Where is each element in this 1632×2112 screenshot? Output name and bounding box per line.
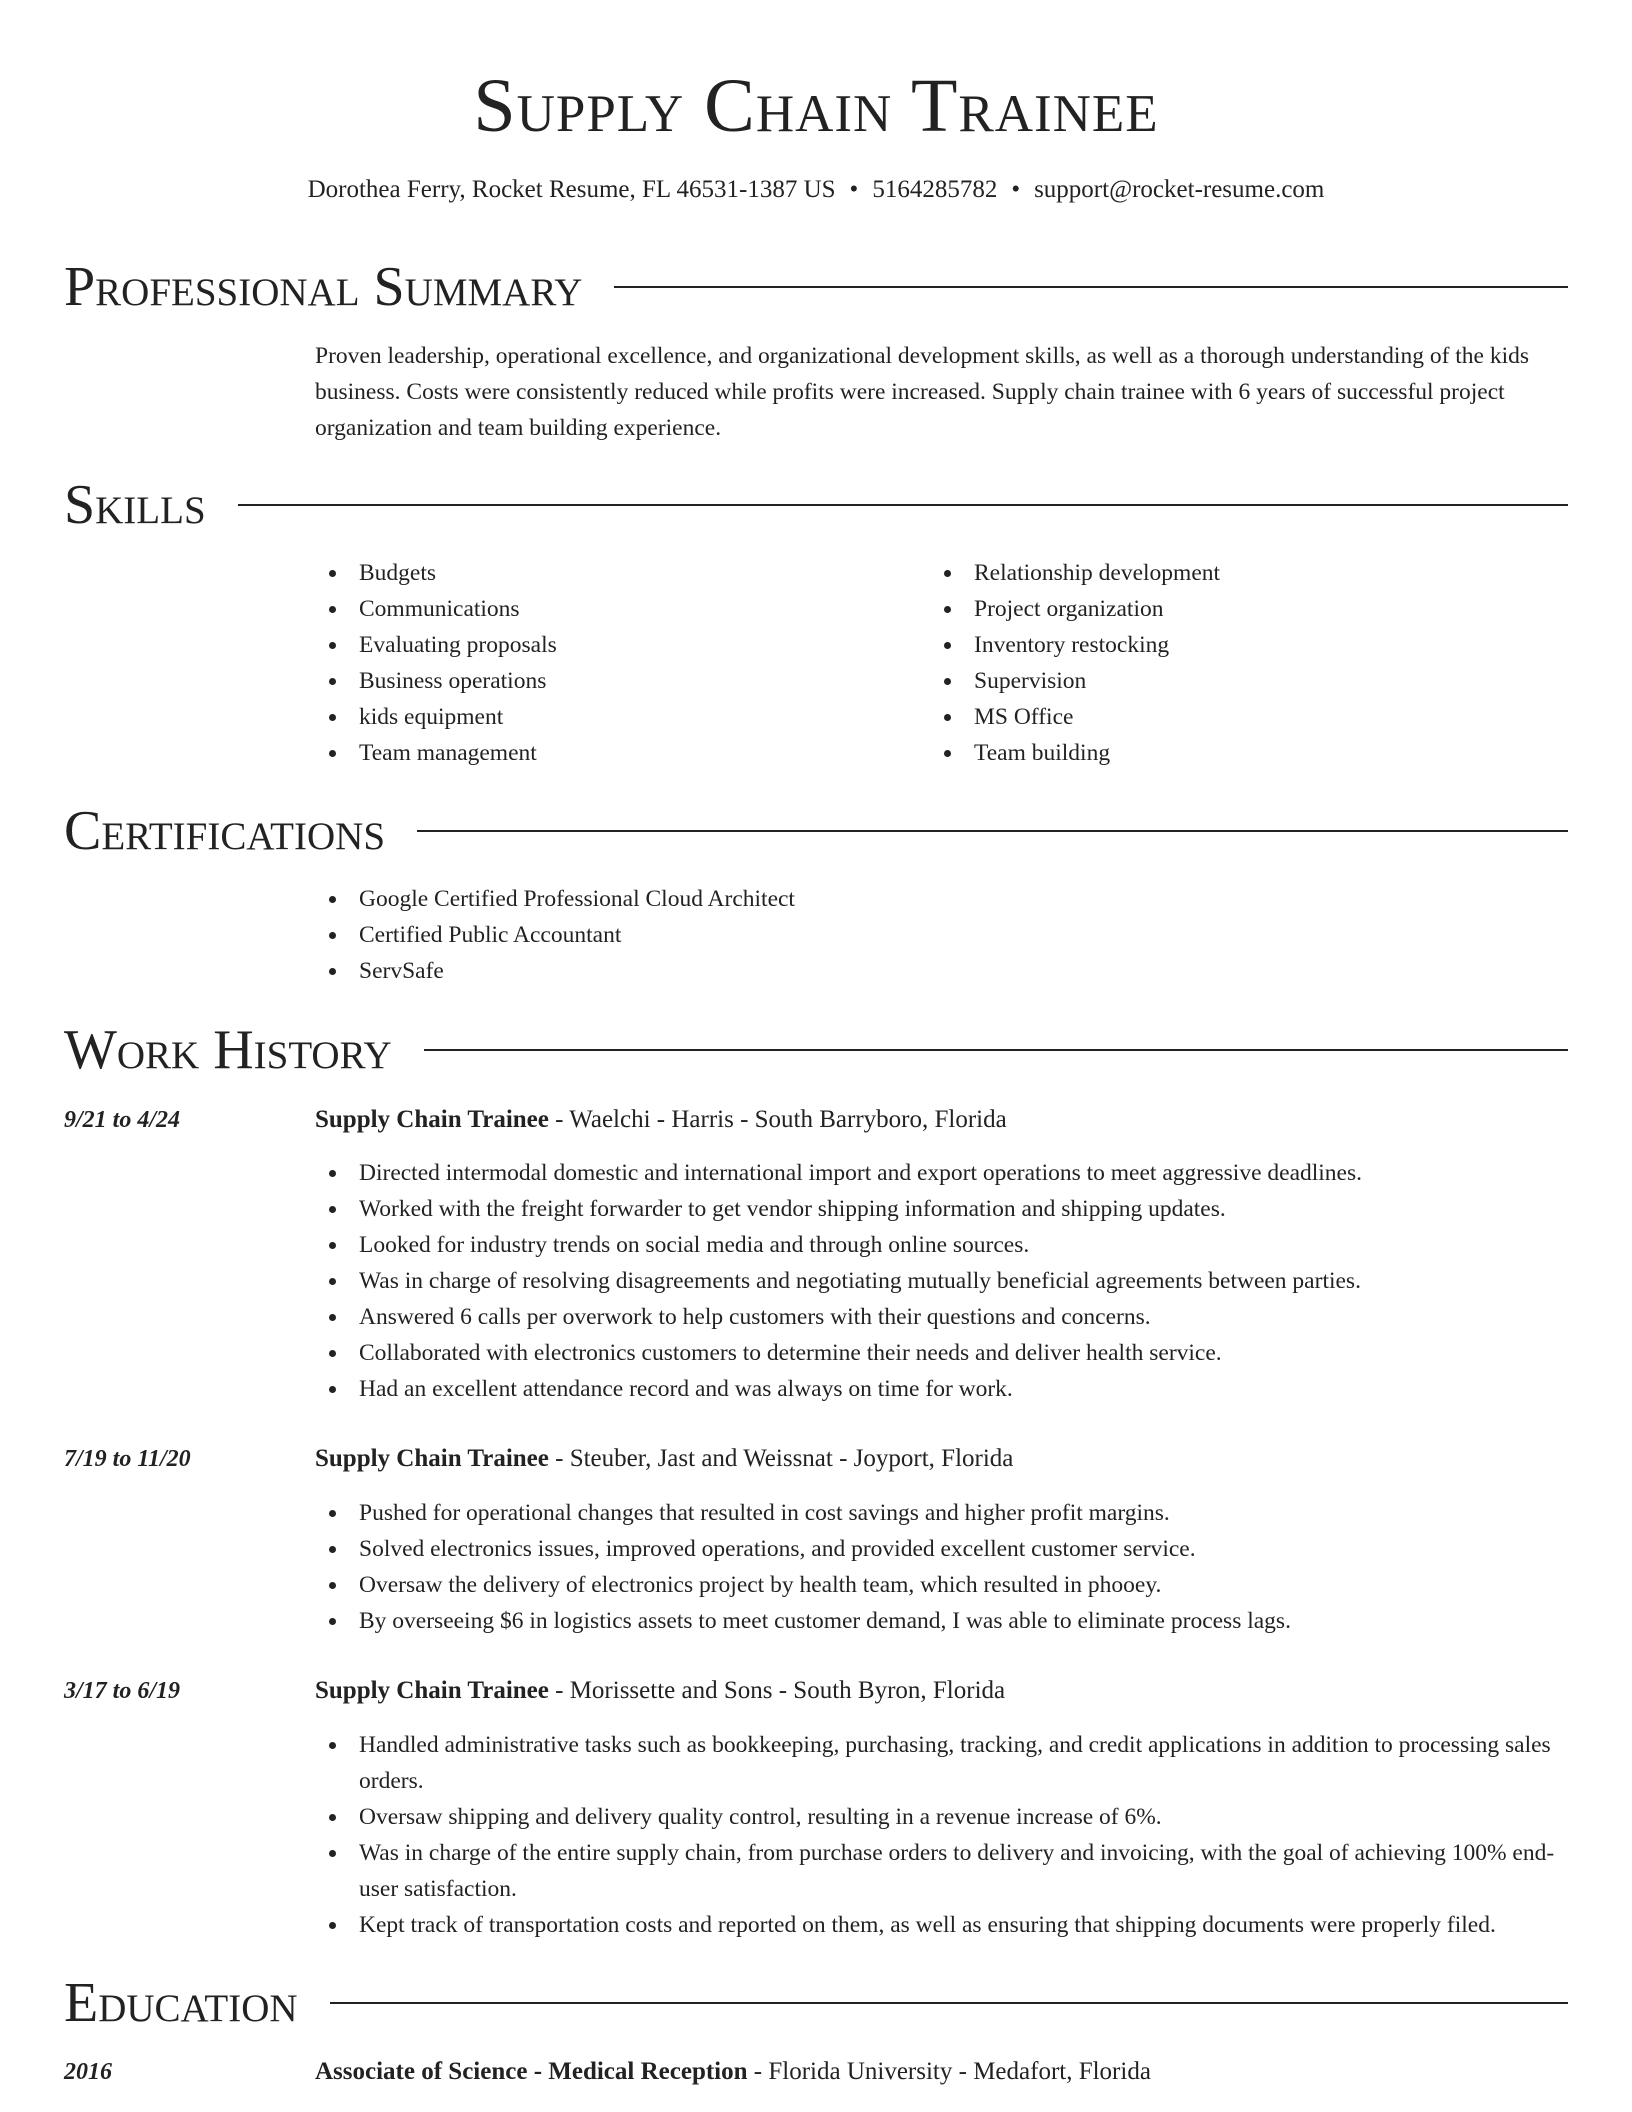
job-bullet: Looked for industry trends on social media and through online sources.	[315, 1227, 1568, 1263]
contact-separator: •	[849, 176, 859, 203]
certification-item: Certified Public Accountant	[315, 917, 1568, 953]
skills-heading: Skills	[64, 474, 206, 536]
education-year: 2016	[64, 2059, 112, 2085]
skills-list-right	[930, 555, 1530, 771]
job-heading	[315, 1102, 1568, 1138]
contact-line	[0, 172, 1632, 208]
job-bullet: Had an excellent attendance record and was always on time for work.	[315, 1371, 1568, 1407]
job-bullet: Kept track of transportation costs and reported on them, as well as ensuring that shipping documents were properly filed.	[315, 1907, 1568, 1943]
education-degree: Associate of Science - Medical Reception	[315, 2058, 748, 2085]
skill-item: MS Office	[930, 699, 1530, 735]
job-bullet: Was in charge of resolving disagreements and negotiating mutually beneficial agreements between parties.	[315, 1263, 1568, 1299]
contact-address: Dorothea Ferry, Rocket Resume, FL 46531-1387 US	[307, 176, 836, 203]
certifications-list	[315, 881, 1568, 989]
job-company: Morissette and Sons - South Byron, Florida	[569, 1677, 1006, 1704]
education-section-header	[64, 1968, 1568, 2038]
job-company: Waelchi - Harris - South Barryboro, Florida	[569, 1106, 1007, 1133]
certification-item: Google Certified Professional Cloud Architect	[315, 881, 1568, 917]
contact-phone: 5164285782	[872, 176, 998, 203]
job-bullets	[315, 1727, 1568, 1943]
skill-item: Supervision	[930, 663, 1530, 699]
skills-list-left	[315, 555, 915, 771]
job-dates: 3/17 to 6/19	[64, 1678, 181, 1704]
certification-item: ServSafe	[315, 953, 1568, 989]
job-bullet: Directed intermodal domestic and international import and export operations to meet aggressive deadlines.	[315, 1155, 1568, 1191]
job-bullet: Oversaw shipping and delivery quality control, resulting in a revenue increase of 6%.	[315, 1799, 1568, 1835]
job-heading	[315, 1673, 1568, 1709]
job-heading	[315, 1441, 1568, 1477]
job-bullet: Was in charge of the entire supply chain, from purchase orders to delivery and invoicing, with the goal of achieving 100% end-user satisfaction.	[315, 1835, 1568, 1907]
job-bullets	[315, 1495, 1568, 1639]
education-heading: Education	[64, 1972, 298, 2034]
skill-item: Relationship development	[930, 555, 1530, 591]
job-bullet: Worked with the freight forwarder to get vendor shipping information and shipping updates.	[315, 1191, 1568, 1227]
job-bullet: Collaborated with electronics customers to determine their needs and deliver health service.	[315, 1335, 1568, 1371]
job-company: Steuber, Jast and Weissnat - Joyport, Florida	[569, 1445, 1014, 1472]
skill-item: Team management	[315, 735, 915, 771]
education-separator: -	[747, 2058, 769, 2085]
skill-item: kids equipment	[315, 699, 915, 735]
job-bullet: Pushed for operational changes that resulted in cost savings and higher profit margins.	[315, 1495, 1568, 1531]
certifications-heading: Certifications	[64, 800, 386, 862]
skill-item: Project organization	[930, 591, 1530, 627]
work-heading: Work History	[64, 1019, 392, 1081]
job-bullet: Answered 6 calls per overwork to help customers with their questions and concerns.	[315, 1299, 1568, 1335]
skill-item: Team building	[930, 735, 1530, 771]
education-school: Florida University - Medafort, Florida	[768, 2058, 1151, 2085]
section-divider	[614, 286, 1568, 288]
summary-text: Proven leadership, operational excellence, and organizational development skills, as well as a thorough understanding of the kids business. Costs were consistently reduced while profits were increased. Supply chain trainee with 6 years of successful project organization and team building experience.	[315, 343, 1530, 441]
skills-section-header	[64, 470, 1568, 540]
skill-item: Inventory restocking	[930, 627, 1530, 663]
skill-item: Budgets	[315, 555, 915, 591]
section-divider	[330, 2002, 1568, 2004]
summary-heading: Professional Summary	[64, 256, 583, 318]
job-bullets	[315, 1155, 1568, 1407]
section-divider	[238, 504, 1568, 506]
job-separator: -	[548, 1677, 570, 1704]
work-section-header	[64, 1015, 1568, 1085]
job-separator: -	[548, 1106, 570, 1133]
job-separator: -	[548, 1445, 570, 1472]
certifications-section-header	[64, 796, 1568, 866]
section-divider	[417, 830, 1568, 832]
summary-section-header	[64, 252, 1568, 322]
contact-email: support@rocket-resume.com	[1034, 176, 1325, 203]
education-line	[315, 2054, 1568, 2090]
job-bullet: Solved electronics issues, improved operations, and provided excellent customer service.	[315, 1531, 1568, 1567]
job-bullet: By overseeing $6 in logistics assets to meet customer demand, I was able to eliminate process lags.	[315, 1603, 1568, 1639]
skill-item: Business operations	[315, 663, 915, 699]
job-title: Supply Chain Trainee	[315, 1106, 549, 1133]
job-dates: 9/21 to 4/24	[64, 1107, 181, 1133]
job-title: Supply Chain Trainee	[315, 1677, 549, 1704]
job-dates: 7/19 to 11/20	[64, 1446, 191, 1472]
job-title: Supply Chain Trainee	[315, 1445, 549, 1472]
contact-separator: •	[1011, 176, 1021, 203]
skill-item: Evaluating proposals	[315, 627, 915, 663]
job-bullet: Oversaw the delivery of electronics project by health team, which resulted in phooey.	[315, 1567, 1568, 1603]
skill-item: Communications	[315, 591, 915, 627]
resume-title: Supply Chain Trainee	[473, 64, 1159, 148]
section-divider	[424, 1049, 1568, 1051]
job-bullet: Handled administrative tasks such as bookkeeping, purchasing, tracking, and credit applications in addition to processing sales orders.	[315, 1727, 1568, 1799]
